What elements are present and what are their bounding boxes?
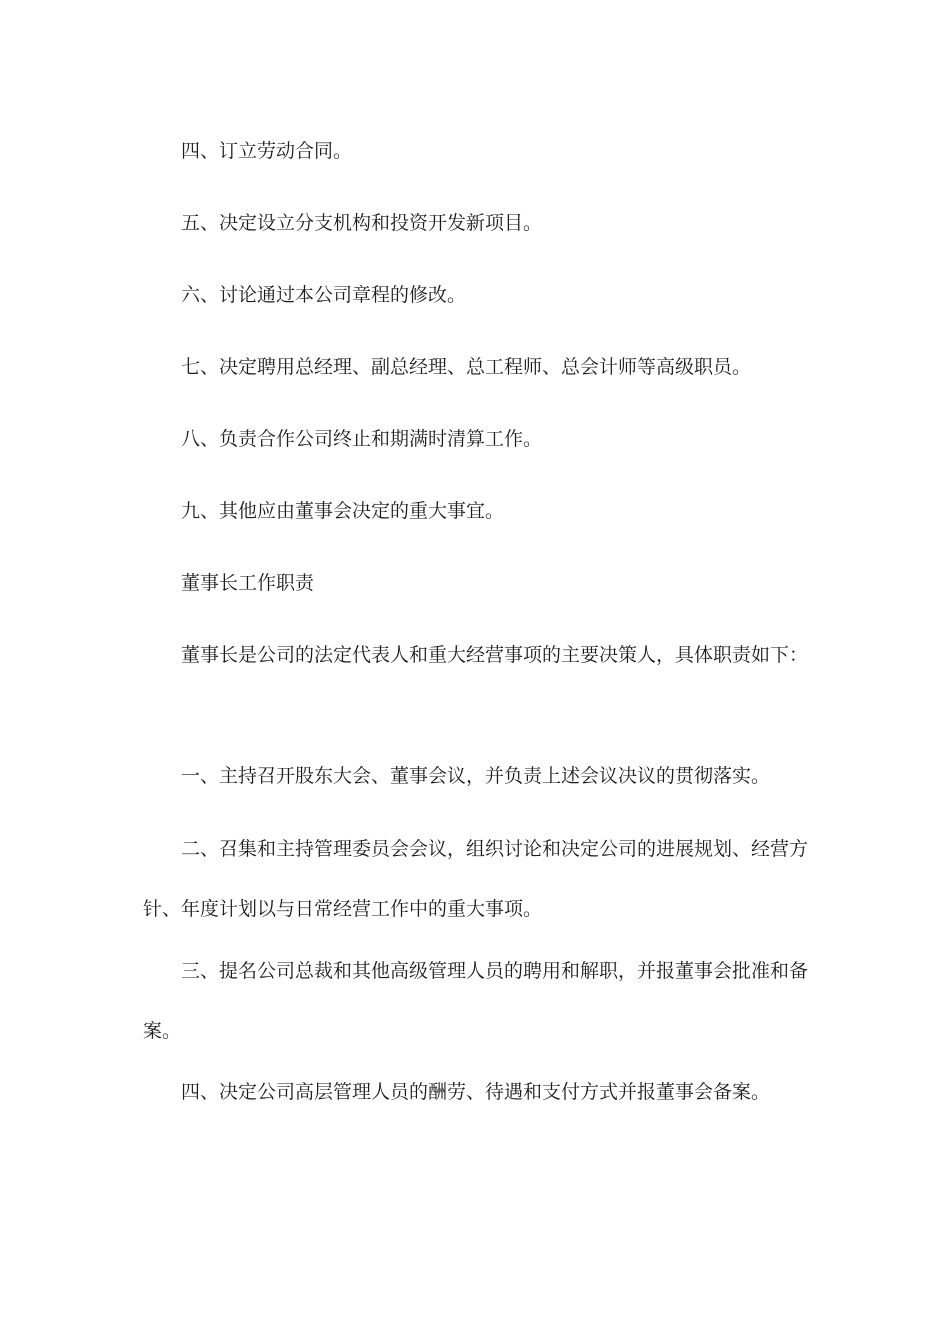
paragraph-item-8-liquidation: 八、负责合作公司终止和期满时清算工作。 <box>181 428 543 450</box>
paragraph-duty-1: 一、主持召开股东大会、董事会议，并负责上述会议决议的贯彻落实。 <box>181 765 771 787</box>
section-heading-chairman-duties: 董事长工作职责 <box>181 572 315 594</box>
paragraph-chairman-intro: 董事长是公司的法定代表人和重大经营事项的主要决策人，具体职责如下： <box>181 644 809 666</box>
paragraph-item-5-branch-investment: 五、决定设立分支机构和投资开发新项目。 <box>181 212 543 234</box>
paragraph-duty-3: 三、提名公司总裁和其他高级管理人员的聘用和解职，并报董事会批准和备案。 <box>143 960 809 1042</box>
paragraph-duty-2: 二、召集和主持管理委员会会议，组织讨论和决定公司的进展规划、经营方针、年度计划以与日常经营工作中的重大事项。 <box>143 838 809 920</box>
paragraph-item-4-labor-contract: 四、订立劳动合同。 <box>181 140 353 162</box>
paragraph-item-9-other-matters: 九、其他应由董事会决定的重大事宜。 <box>181 500 505 522</box>
paragraph-duty-4: 四、决定公司高层管理人员的酬劳、待遇和支付方式并报董事会备案。 <box>181 1081 771 1103</box>
paragraph-item-6-articles-amendment: 六、讨论通过本公司章程的修改。 <box>181 284 467 306</box>
paragraph-item-7-hire-executives: 七、决定聘用总经理、副总经理、总工程师、总会计师等高级职员。 <box>181 356 752 378</box>
